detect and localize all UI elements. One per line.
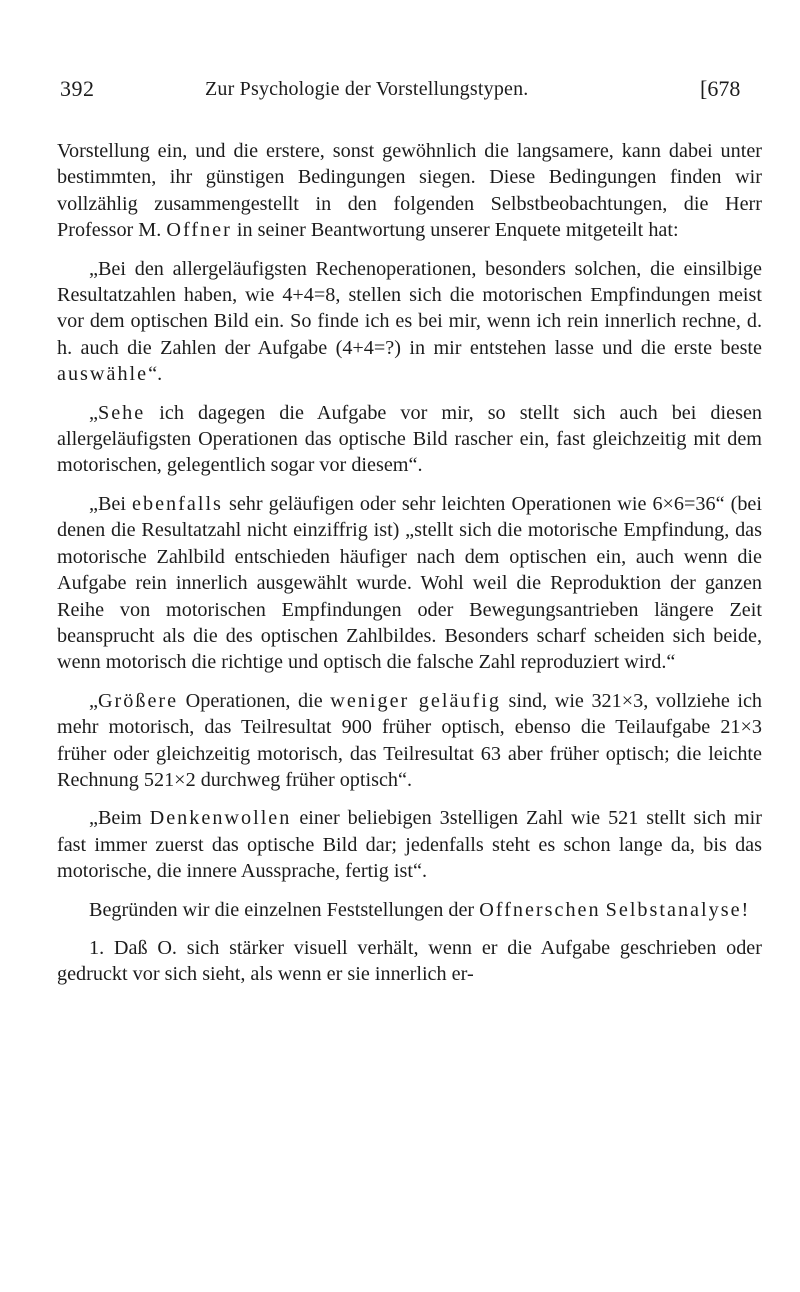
paragraph-1-end: in seiner Beantwortung unserer Enquete mitgeteilt hat:	[231, 219, 679, 242]
emphasis-selbstanalyse: Selbstanalyse	[605, 898, 742, 921]
paragraph-7-text: Begründen wir die einzelnen Feststellungen der	[89, 898, 480, 921]
emphasis-auswaehle: auswähle	[57, 363, 149, 386]
paragraph-5-mid: Operationen, die	[178, 689, 331, 712]
section-mark: [678	[700, 76, 741, 101]
page-number: 392	[60, 76, 95, 101]
emphasis-sehe: Sehe	[97, 401, 146, 424]
paragraph-7	[57, 897, 762, 923]
paragraph-8	[57, 935, 762, 988]
author-name-offnerschen: Offnerschen	[479, 898, 601, 921]
paragraph-1	[57, 138, 762, 244]
paragraph-5	[57, 688, 762, 794]
paragraph-3-start: „	[89, 401, 98, 424]
paragraph-4-start: „Bei	[89, 492, 133, 515]
paragraph-7-end: !	[741, 898, 749, 921]
paragraph-5-text: sind, wie 321×3, vollziehe ich mehr motorisch, das Teilresultat 900 früher optisch, ebenso die Teilaufgabe 21×3 früher oder gleichzeitig motorisch, das Teilresultat 63 aber früher optisch; die leichte Rechnung 521×2 durchweg früher optisch“.	[57, 689, 762, 791]
paragraph-6	[57, 805, 762, 884]
page-header	[0, 76, 800, 110]
paragraph-5-start: „	[89, 689, 98, 712]
paragraph-3	[57, 400, 762, 479]
emphasis-ebenfalls: ebenfalls	[132, 492, 223, 515]
paragraph-4	[57, 491, 762, 676]
paragraph-6-text: einer beliebigen 3stelligen Zahl wie 521 stellt sich mir fast immer zuerst das optische Bild dar; jedenfalls steht es schon lange da, bis das motorische, die innere Aussprache, fertig ist“.	[57, 807, 762, 883]
body-text	[57, 138, 762, 988]
emphasis-denkenwollen: Denkenwollen	[149, 807, 292, 830]
paragraph-4-text: sehr geläufigen oder sehr leichten Operationen wie 6×6=36“ (bei denen die Resultatzahl nicht einziffrig ist) „stellt sich die motorische Empfindung, das motorische Zahlbild entschieden häufiger nach dem optischen ein, auch wenn die Aufgabe rein innerlich ausgewählt wurde. Wohl weil die Reproduktion der ganzen Reihe von motorischen Empfindungen oder Bewegungsantrieben längere Zeit beansprucht als die des optischen Zahlbildes. Besonders scharf scheiden sich beide, wenn motorisch die richtige und optisch die falsche Zahl reproduziert wird.“	[57, 492, 762, 674]
paragraph-1-text: Vorstellung ein, und die erstere, sonst gewöhnlich die langsamere, kann dabei unter bestimmten, ihr günstigen Bedingungen siegen. Diese Bedingungen finden wir vollzählig zusammengestellt in den folgenden Selbstbeobachtungen, die Herr Professor M.	[57, 140, 762, 242]
author-name-offner: Offner	[166, 219, 232, 242]
running-title: Zur Psychologie der Vorstellungstypen.	[205, 78, 529, 100]
paragraph-2-end: “.	[148, 363, 163, 386]
emphasis-weniger-gelaeufig: weniger geläufig	[330, 689, 501, 712]
paragraph-2	[57, 256, 762, 388]
emphasis-groessere: Größere	[97, 689, 179, 712]
paragraph-8-text: 1. Daß O. sich stärker visuell verhält, wenn er die Aufgabe geschrieben oder gedruckt vor sich sieht, als wenn er sie innerlich er-	[57, 936, 762, 986]
paragraph-2-text: „Bei den allergeläufigsten Rechenoperationen, besonders solchen, die einsilbige Resultatzahlen haben, wie 4+4=8, stellen sich die motorischen Empfindungen meist vor dem optischen Bild ein. So finde ich es bei mir, wenn ich rein innerlich rechne, d. h. auch die Zahlen der Aufgabe (4+4=?) in mir entstehen lasse und die erste beste	[57, 257, 762, 359]
paragraph-6-start: „Beim	[89, 807, 150, 830]
paragraph-3-text: ich dagegen die Aufgabe vor mir, so stellt sich auch bei diesen allergeläufigsten Operationen das optische Bild rascher ein, fast gleichzeitig mit dem motorischen, gelegentlich sogar vor diesem“.	[57, 401, 762, 477]
